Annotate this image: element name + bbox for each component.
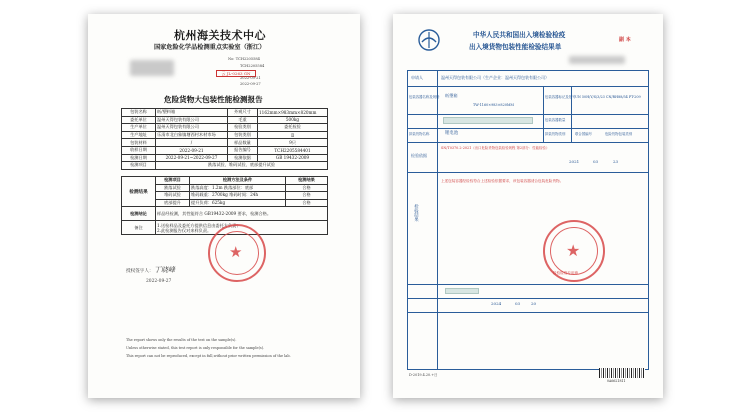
cma-badge: 云 JL-0263 GN (216, 70, 256, 77)
result-title: 出入境货物包装性能检验结果单 (469, 43, 562, 51)
meta-date-2: 2022-09-27 (240, 82, 261, 86)
footer-code: D-2019.4.20.+日 (409, 373, 438, 377)
table-row: 检测项目 跌落试验、堆码试验、底部提升试验 (122, 162, 328, 170)
pack-class-label: 危险货物包装类别 (605, 132, 633, 136)
lab-subtitle: 国家危险化学品检测重点实验室（浙江） (154, 44, 266, 51)
signature: 丁晓峰 (154, 266, 175, 274)
official-seal: ★ (208, 224, 266, 282)
copy-label: 副 本 (619, 37, 631, 43)
redacted-logo (130, 60, 174, 76)
lab-name: 杭州海关技术中心 (174, 29, 266, 42)
date-year: 2021 (569, 159, 580, 164)
footnote-2: Unless otherwise stated, this test report is only responsible for the sample(s). (126, 346, 265, 350)
table-row: 包装名称 纸/塑料箱 外观尺寸 1162mm×983mm×820mm (122, 109, 328, 117)
table-row: 生产单位 温州天得包装有限公司 检验类别 委托检验 (122, 124, 328, 132)
goods-label: 拟装货物名称 (409, 132, 430, 136)
table-row: 检测结果 检测项目 检测方法及条件 检测结果 (122, 177, 328, 185)
applicant-label: 申请人 (411, 75, 423, 80)
meta-no: No: TCH2205584 (228, 57, 260, 61)
table-row: 生产地址 乐清市北白象镇塘西村木材市场 包装类别 Ⅱ (122, 131, 328, 139)
result-label: 检验结果 (413, 204, 419, 222)
table-row: 委托单位 温州天得包装有限公司 毛重 500kg (122, 116, 328, 124)
table-row: 收样日期 2022-09-21 报告编号 TCH2205584401 (122, 146, 328, 154)
cert-label: 检验依据 (411, 153, 427, 158)
footnote-1: The report shows only the results of the test on the sample(s). (126, 338, 237, 342)
redacted-field (443, 117, 533, 124)
result-text: 上述包装容器经检验符合上述检验依据要求，该包装容器适合包装危险货物。 (441, 179, 564, 183)
table-row: 备注 1.送检样品及委托方提供信息由委托方负责； 2.此检测报告仅对来样负责。 (122, 221, 328, 235)
meta-code: TCH2205584 (240, 64, 265, 68)
issuing-org: 中华人民共和国出入境检验检疫 (473, 31, 566, 39)
un-label: 联合国编号 (575, 132, 592, 136)
table-row: 底部提升 提升负荷：625kg 合格 (122, 199, 328, 207)
dangerous-label: 拟装货物类别 (545, 132, 566, 136)
meta-date-1: 2022-09-21 (240, 76, 261, 80)
date-day: 23 (613, 159, 619, 164)
table-row: 堆码试验 堆码载重：2700kg 堆码时间：24h 合格 (122, 192, 328, 200)
pkg-name: 纸塑箱 (445, 93, 458, 98)
info-table (121, 108, 328, 170)
redacted-inspector (445, 288, 479, 294)
footnote-3: This report can not be reproduced, except in full,without prior written permission of the lab. (126, 354, 291, 358)
inspection-seal: ★ (543, 220, 605, 282)
redacted-number (569, 56, 625, 64)
barcode-number: 0A6621811 (607, 379, 626, 383)
test-report-document (88, 14, 360, 398)
pkg-name-label: 包装容器名称及规格 (409, 95, 440, 99)
table-row: 包装材料 / 样品数量 9只 (122, 139, 328, 147)
table-row: 检测结论 样品经检测，其性能符合 GB19432-2009 要求，检测合格。 (122, 207, 328, 221)
barcode (599, 368, 645, 378)
table-row: 检测日期 2022-09-21~2022-09-27 检测依据 GB 19432-2009 (122, 154, 328, 162)
table-row: 跌落试验 跌落高度：1.2m 跌落部位：底部 合格 (122, 184, 328, 192)
pkg-count-label: 包装容器数量 (545, 118, 566, 122)
bottom-day: 20 (531, 301, 537, 306)
goods: 锂电池 (445, 131, 459, 136)
pkg-mark-label: 包装容器标记及批号 (545, 95, 576, 99)
applicant: 温州天得包装有限公司（生产企业：温州天得包装有限公司） (441, 75, 549, 80)
date-month: 03 (593, 159, 599, 164)
cert-text: SN/T0370.2-2021《出口危险货物包装检验规程 第2部分：性能检验》 (441, 146, 550, 150)
ciq-logo-icon (417, 28, 441, 52)
inspection-result-document (393, 14, 663, 398)
pkg-mark: UN 50H/Y/S/3/23 CN/RH88/54 PT-209 (575, 95, 641, 99)
signer-label: 授权签字人： (126, 269, 154, 274)
result-form (407, 70, 649, 370)
sign-date: 2022-09-27 (146, 279, 172, 284)
bottom-year: 2024 (491, 301, 502, 306)
pkg-spec: TW-1160×983×820MM (473, 103, 514, 107)
seal-text: 检验检疫专用章 (553, 271, 579, 275)
report-title: 危险货物大包装性能检测报告 (164, 95, 263, 104)
bottom-month: 03 (515, 301, 521, 306)
